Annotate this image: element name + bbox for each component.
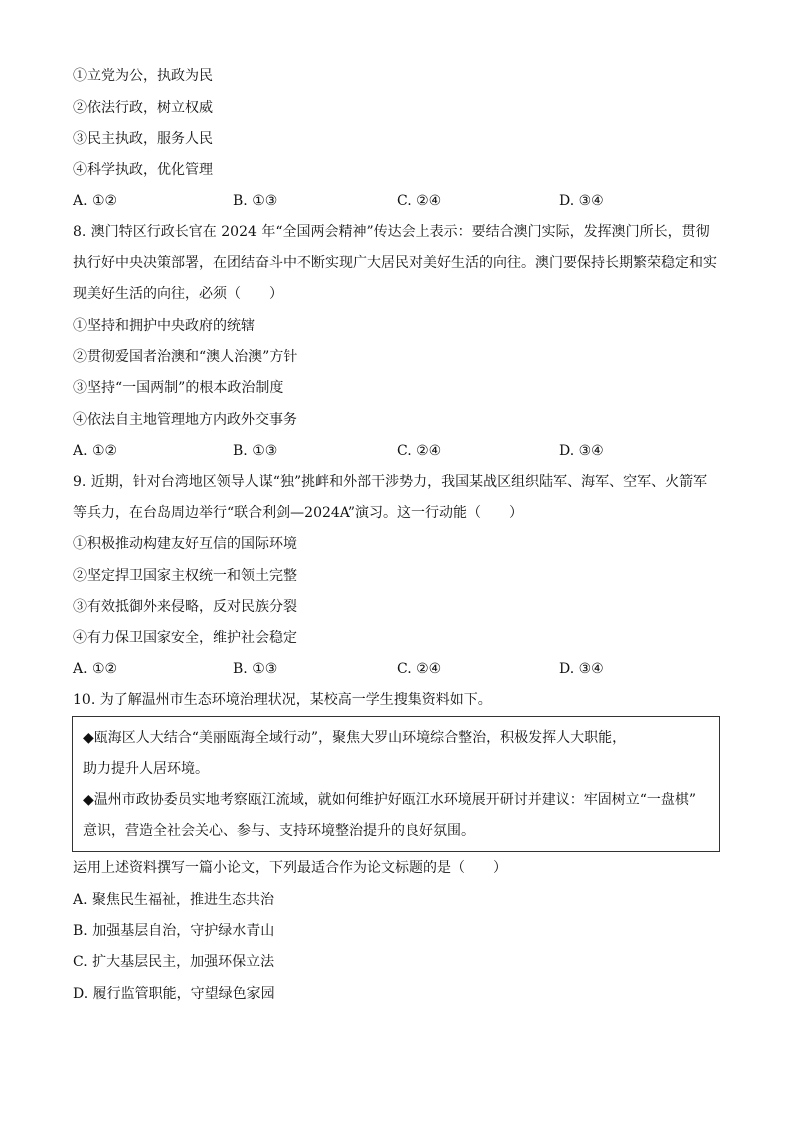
q7-item-3: ③民主执政，服务人民 [73,131,213,147]
q8-option-d[interactable]: D. ③④ [559,443,604,459]
q7-options [73,191,733,211]
q9-option-a[interactable]: A. ①② [73,661,118,677]
q8-stem-line-3: 现美好生活的向往，必须（ ） [73,286,283,302]
q7-option-c[interactable]: C. ②④ [397,193,442,209]
q10-material-line-1: ◆瓯海区人大结合“美丽瓯海全域行动”，聚焦大罗山环境综合整治，积极发挥人大职能， [83,730,627,746]
q9-options [73,659,733,679]
q9-item-4: ④有力保卫国家安全，维护社会稳定 [73,630,297,646]
q10-option-d[interactable]: D. 履行监管职能，守望绿色家园 [73,986,275,1002]
q8-item-3: ③坚持“一国两制”的根本政治制度 [73,380,284,396]
q10-material-line-3: ◆温州市政协委员实地考察瓯江流域，就如何维护好瓯江水环境展开研讨并建议：牢固树立“一盘棋” [83,792,697,808]
q7-item-4: ④科学执政，优化管理 [73,162,213,178]
q9-option-b[interactable]: B. ①③ [233,661,278,677]
q9-option-c[interactable]: C. ②④ [397,661,442,677]
q8-item-1: ①坚持和拥护中央政府的统辖 [73,318,255,334]
q7-option-d[interactable]: D. ③④ [559,193,604,209]
q10-question: 运用上述资料撰写一篇小论文，下列最适合作为论文标题的是（ ） [73,860,507,876]
q9-item-3: ③有效抵御外来侵略，反对民族分裂 [73,599,297,615]
q9-item-1: ①积极推动构建友好互信的国际环境 [73,536,297,552]
q8-option-b[interactable]: B. ①③ [233,443,278,459]
q9-stem-line-1: 9. 近期，针对台湾地区领导人谋“独”挑衅和外部干涉势力，我国某战区组织陆军、海军、空军、火箭军 [73,474,708,490]
q10-option-c[interactable]: C. 扩大基层民主，加强环保立法 [73,954,275,970]
q10-option-a[interactable]: A. 聚焦民生福祉，推进生态共治 [73,892,275,908]
q7-item-2: ②依法行政，树立权威 [73,100,213,116]
q8-option-c[interactable]: C. ②④ [397,443,442,459]
q10-material-line-2: 助力提升人居环境。 [83,761,209,777]
q9-option-d[interactable]: D. ③④ [559,661,604,677]
q8-item-2: ②贯彻爱国者治澳和“澳人治澳”方针 [73,349,298,365]
q7-option-a[interactable]: A. ①② [73,193,118,209]
q8-stem-line-1: 8. 澳门特区行政长官在 2024 年“全国两会精神”传达会上表示：要结合澳门实际，发挥澳门所长，贯彻 [73,224,710,240]
q7-option-b[interactable]: B. ①③ [233,193,278,209]
q8-option-a[interactable]: A. ①② [73,443,118,459]
q10-material-box [72,716,720,852]
q10-material-line-4: 意识，营造全社会关心、参与、支持环境整治提升的良好氛围。 [83,823,475,839]
q8-stem-line-2: 执行好中央决策部署，在团结奋斗中不断实现广大居民对美好生活的向往。澳门要保持长期繁荣稳定和实 [73,255,717,271]
q9-item-2: ②坚定捍卫国家主权统一和领土完整 [73,568,297,584]
q10-stem: 10. 为了解温州市生态环境治理状况，某校高一学生搜集资料如下。 [73,692,492,708]
q8-options [73,441,733,461]
q9-stem-line-2: 等兵力，在台岛周边举行“联合利剑—2024A”演习。这一行动能（ ） [73,505,523,521]
q7-item-1: ①立党为公，执政为民 [73,68,213,84]
q8-item-4: ④依法自主地管理地方内政外交事务 [73,412,297,428]
q10-option-b[interactable]: B. 加强基层自治，守护绿水青山 [73,923,275,939]
